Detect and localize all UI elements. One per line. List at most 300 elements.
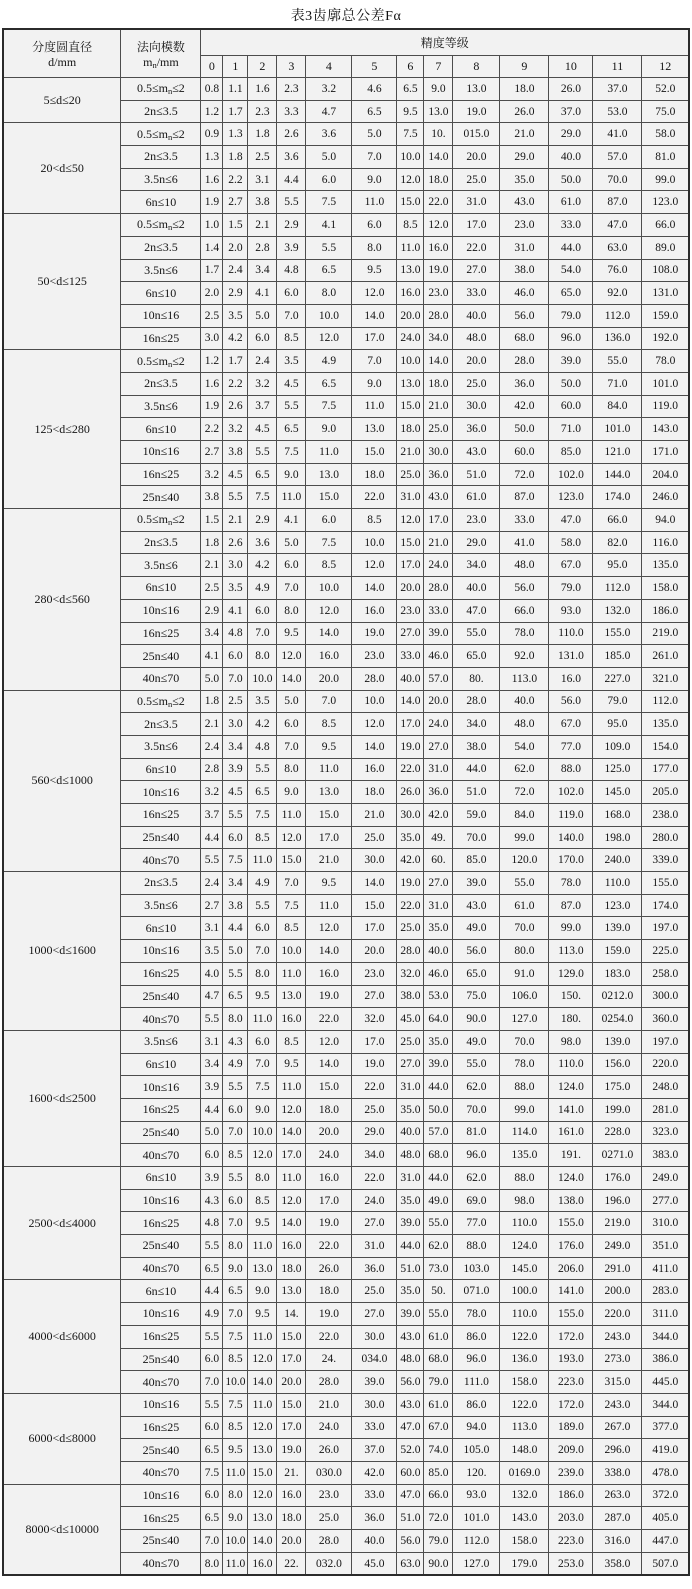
- tolerance-value-cell: 154.0: [642, 735, 689, 758]
- tolerance-value-cell: 132.0: [593, 599, 642, 622]
- tolerance-value-cell: 22.: [277, 1552, 306, 1575]
- tolerance-value-cell: 7.5: [223, 1393, 248, 1416]
- tolerance-value-cell: 96.0: [453, 1144, 500, 1167]
- tolerance-value-cell: 17.0: [397, 554, 424, 577]
- tolerance-value-cell: 14.0: [424, 146, 453, 169]
- tolerance-value-cell: 3.4: [248, 259, 277, 282]
- tolerance-value-cell: 3.9: [201, 1167, 223, 1190]
- tolerance-value-cell: 5.0: [248, 304, 277, 327]
- tolerance-value-cell: 0254.0: [593, 1008, 642, 1031]
- tolerance-value-cell: 6.5: [277, 418, 306, 441]
- tolerance-value-cell: 4.9: [306, 350, 352, 373]
- tolerance-value-cell: 20.0: [306, 667, 352, 690]
- tolerance-value-cell: 21.0: [306, 1393, 352, 1416]
- tolerance-value-cell: 6.5: [223, 985, 248, 1008]
- tolerance-value-cell: 7.5: [223, 1325, 248, 1348]
- tolerance-value-cell: 24.0: [306, 1144, 352, 1167]
- tolerance-value-cell: 150.: [549, 985, 593, 1008]
- tolerance-value-cell: 2.6: [223, 395, 248, 418]
- module-range-cell: 25n≤40: [121, 645, 201, 668]
- tolerance-value-cell: 3.0: [223, 713, 248, 736]
- tolerance-value-cell: 27.0: [352, 1303, 397, 1326]
- tolerance-value-cell: 36.0: [352, 1507, 397, 1530]
- tolerance-value-cell: 186.0: [549, 1484, 593, 1507]
- tolerance-value-cell: 43.0: [500, 191, 549, 214]
- tolerance-value-cell: 6.0: [223, 645, 248, 668]
- tolerance-value-cell: 70.0: [453, 1098, 500, 1121]
- tolerance-value-cell: 3.4: [223, 735, 248, 758]
- tolerance-value-cell: 191.: [549, 1144, 593, 1167]
- tolerance-value-cell: 23.0: [352, 962, 397, 985]
- tolerance-value-cell: 29.0: [549, 123, 593, 146]
- tolerance-value-cell: 8.5: [306, 554, 352, 577]
- table-row: [3, 214, 689, 237]
- module-range-cell: 3.5n≤6: [121, 168, 201, 191]
- table-header: [3, 29, 689, 78]
- tolerance-value-cell: 36.0: [424, 463, 453, 486]
- tolerance-value-cell: 5.5: [223, 1076, 248, 1099]
- tolerance-value-cell: 28.0: [500, 350, 549, 373]
- tolerance-value-cell: 7.0: [201, 1371, 223, 1394]
- grade-column-header: 9: [500, 56, 549, 78]
- module-range-cell: 3.5n≤6: [121, 735, 201, 758]
- tolerance-value-cell: 13.0: [277, 985, 306, 1008]
- tolerance-value-cell: 22.0: [424, 191, 453, 214]
- tolerance-value-cell: 6.0: [248, 1030, 277, 1053]
- tolerance-value-cell: 48.0: [453, 327, 500, 350]
- tolerance-value-cell: 35.0: [424, 917, 453, 940]
- module-range-cell: 2n≤3.5: [121, 872, 201, 895]
- tolerance-value-cell: 16.0: [306, 962, 352, 985]
- module-range-cell: 6n≤10: [121, 1280, 201, 1303]
- tolerance-value-cell: 123.0: [642, 191, 689, 214]
- tolerance-value-cell: 12.0: [248, 1144, 277, 1167]
- tolerance-value-cell: 3.0: [201, 327, 223, 350]
- tolerance-value-cell: 177.0: [642, 758, 689, 781]
- tolerance-value-cell: 50.0: [424, 1098, 453, 1121]
- tolerance-value-cell: 124.0: [549, 1167, 593, 1190]
- tolerance-value-cell: 86.0: [453, 1325, 500, 1348]
- tolerance-value-cell: 22.0: [306, 1008, 352, 1031]
- tolerance-value-cell: 323.0: [642, 1121, 689, 1144]
- tolerance-value-cell: 4.7: [306, 100, 352, 123]
- module-range-cell: 40n≤70: [121, 667, 201, 690]
- tolerance-value-cell: 112.0: [642, 690, 689, 713]
- tolerance-value-cell: 10.0: [248, 667, 277, 690]
- module-range-cell: 2n≤3.5: [121, 531, 201, 554]
- diameter-range-cell: 5≤d≤20: [3, 78, 121, 123]
- tolerance-value-cell: 100.0: [500, 1280, 549, 1303]
- tolerance-value-cell: 1.3: [201, 146, 223, 169]
- tolerance-value-cell: 112.0: [593, 577, 642, 600]
- tolerance-value-cell: 16.0: [248, 1552, 277, 1575]
- tolerance-value-cell: 25.0: [306, 1507, 352, 1530]
- tolerance-value-cell: 15.0: [352, 894, 397, 917]
- tolerance-value-cell: 3.6: [277, 146, 306, 169]
- tolerance-value-cell: 87.0: [593, 191, 642, 214]
- tolerance-value-cell: 33.0: [549, 214, 593, 237]
- tolerance-value-cell: 6.0: [201, 1416, 223, 1439]
- tolerance-value-cell: 64.0: [424, 1008, 453, 1031]
- tolerance-value-cell: 291.0: [593, 1257, 642, 1280]
- tolerance-value-cell: 85.0: [549, 441, 593, 464]
- tolerance-value-cell: 143.0: [500, 1507, 549, 1530]
- tolerance-value-cell: 46.0: [500, 282, 549, 305]
- tolerance-value-cell: 101.0: [593, 418, 642, 441]
- tolerance-value-cell: 15.0: [397, 191, 424, 214]
- tolerance-value-cell: 25.0: [352, 826, 397, 849]
- tolerance-value-cell: 69.0: [453, 1189, 500, 1212]
- tolerance-value-cell: 93.0: [549, 599, 593, 622]
- tolerance-value-cell: 11.0: [277, 804, 306, 827]
- tolerance-value-cell: 46.0: [424, 645, 453, 668]
- header-diameter-line2: d/mm: [48, 54, 77, 69]
- tolerance-value-cell: 45.0: [352, 1552, 397, 1575]
- tolerance-value-cell: 28.0: [352, 667, 397, 690]
- tolerance-value-cell: 12.0: [277, 826, 306, 849]
- tolerance-value-cell: 22.0: [453, 236, 500, 259]
- tolerance-value-cell: 7.5: [306, 395, 352, 418]
- tolerance-value-cell: 19.0: [306, 1212, 352, 1235]
- tolerance-value-cell: 6.5: [397, 78, 424, 101]
- tolerance-value-cell: 7.0: [223, 667, 248, 690]
- tolerance-value-cell: 5.5: [248, 441, 277, 464]
- tolerance-value-cell: 7.5: [306, 191, 352, 214]
- tolerance-value-cell: 70.0: [500, 1030, 549, 1053]
- tolerance-value-cell: 44.0: [424, 1076, 453, 1099]
- tolerance-value-cell: 29.0: [500, 146, 549, 169]
- tolerance-value-cell: 220.0: [642, 1053, 689, 1076]
- tolerance-value-cell: 20.0: [277, 1371, 306, 1394]
- tolerance-value-cell: 41.0: [593, 123, 642, 146]
- tolerance-value-cell: 44.0: [549, 236, 593, 259]
- tolerance-value-cell: 35.0: [397, 1280, 424, 1303]
- tolerance-value-cell: 129.0: [549, 962, 593, 985]
- tolerance-value-cell: 31.0: [500, 236, 549, 259]
- tolerance-value-cell: 20.0: [424, 690, 453, 713]
- module-range-cell: 3.5n≤6: [121, 395, 201, 418]
- tolerance-value-cell: 19.0: [352, 622, 397, 645]
- module-range-cell: 10n≤16: [121, 1484, 201, 1507]
- tolerance-value-cell: 51.0: [397, 1257, 424, 1280]
- tolerance-value-cell: 223.0: [549, 1371, 593, 1394]
- tolerance-value-cell: 205.0: [642, 781, 689, 804]
- tolerance-value-cell: 55.0: [500, 872, 549, 895]
- tolerance-value-cell: 3.9: [223, 758, 248, 781]
- tolerance-value-cell: 7.5: [248, 804, 277, 827]
- tolerance-value-cell: 15.0: [306, 1076, 352, 1099]
- grade-column-header: 0: [201, 56, 223, 78]
- tolerance-value-cell: 108.0: [642, 259, 689, 282]
- tolerance-value-cell: 3.9: [277, 236, 306, 259]
- tolerance-value-cell: 315.0: [593, 1371, 642, 1394]
- tolerance-value-cell: 6.0: [201, 1144, 223, 1167]
- tolerance-value-cell: 16.0: [306, 1167, 352, 1190]
- module-range-cell: 10n≤16: [121, 599, 201, 622]
- tolerance-value-cell: 11.0: [248, 1235, 277, 1258]
- module-range-cell: $0.5\le m_n\le 2$: [121, 509, 201, 532]
- tolerance-value-cell: 3.0: [223, 554, 248, 577]
- tolerance-value-cell: 2.7: [201, 894, 223, 917]
- tolerance-value-cell: 76.0: [593, 259, 642, 282]
- module-range-cell: $0.5\le m_n\le 2$: [121, 350, 201, 373]
- tolerance-value-cell: 73.0: [424, 1257, 453, 1280]
- tolerance-value-cell: 50.0: [549, 168, 593, 191]
- tolerance-value-cell: 5.5: [201, 1008, 223, 1031]
- tolerance-value-cell: 24.0: [306, 1416, 352, 1439]
- tolerance-value-cell: 62.0: [424, 1235, 453, 1258]
- tolerance-value-cell: 44.0: [453, 758, 500, 781]
- tolerance-value-cell: 16.0: [397, 282, 424, 305]
- tolerance-value-cell: 5.5: [277, 395, 306, 418]
- tolerance-value-cell: 62.0: [453, 1167, 500, 1190]
- tolerance-value-cell: 96.0: [549, 327, 593, 350]
- tolerance-value-cell: 206.0: [549, 1257, 593, 1280]
- tolerance-value-cell: 12.0: [352, 282, 397, 305]
- tolerance-value-cell: 139.0: [593, 917, 642, 940]
- tolerance-value-cell: 26.0: [549, 78, 593, 101]
- tolerance-value-cell: 15.0: [397, 531, 424, 554]
- tolerance-value-cell: 2.8: [248, 236, 277, 259]
- tolerance-value-cell: 12.0: [306, 1030, 352, 1053]
- grade-column-header: 10: [549, 56, 593, 78]
- tolerance-value-cell: 6.5: [223, 1280, 248, 1303]
- tolerance-value-cell: 36.0: [352, 1257, 397, 1280]
- module-range-cell: 16n≤25: [121, 463, 201, 486]
- tolerance-value-cell: 253.0: [549, 1552, 593, 1575]
- module-range-cell: 25n≤40: [121, 1439, 201, 1462]
- table-row: [3, 872, 689, 895]
- tolerance-value-cell: 3.2: [306, 78, 352, 101]
- tolerance-value-cell: 7.0: [201, 1530, 223, 1553]
- tolerance-value-cell: 135.0: [500, 1144, 549, 1167]
- tolerance-value-cell: 2.2: [201, 418, 223, 441]
- tolerance-value-cell: 3.4: [201, 1053, 223, 1076]
- tolerance-value-cell: 4.1: [277, 509, 306, 532]
- tolerance-value-cell: 0212.0: [593, 985, 642, 1008]
- tolerance-value-cell: 25.0: [453, 372, 500, 395]
- tolerance-value-cell: 19.0: [424, 259, 453, 282]
- tolerance-value-cell: 22.0: [352, 1167, 397, 1190]
- tolerance-value-cell: 6.5: [201, 1257, 223, 1280]
- tolerance-value-cell: 2.6: [277, 123, 306, 146]
- tolerance-value-cell: 131.0: [549, 645, 593, 668]
- header-module-line1: 法向模数: [136, 39, 185, 54]
- tolerance-value-cell: 5.0: [223, 940, 248, 963]
- tolerance-value-cell: 8.5: [277, 1030, 306, 1053]
- tolerance-value-cell: 96.0: [453, 1348, 500, 1371]
- tolerance-value-cell: 2.0: [201, 282, 223, 305]
- module-range-cell: 6n≤10: [121, 917, 201, 940]
- tolerance-value-cell: 114.0: [500, 1121, 549, 1144]
- tolerance-value-cell: 7.0: [277, 304, 306, 327]
- tolerance-value-cell: 79.0: [549, 304, 593, 327]
- tolerance-value-cell: 1.2: [201, 350, 223, 373]
- tolerance-value-cell: 9.0: [223, 1257, 248, 1280]
- tolerance-value-cell: 17.0: [397, 713, 424, 736]
- tolerance-value-cell: 95.0: [593, 713, 642, 736]
- tolerance-value-cell: 18.0: [500, 78, 549, 101]
- tolerance-value-cell: 140.0: [549, 826, 593, 849]
- tolerance-value-cell: 143.0: [642, 418, 689, 441]
- tolerance-value-cell: 15.0: [277, 1325, 306, 1348]
- tolerance-value-cell: 77.0: [549, 735, 593, 758]
- tolerance-value-cell: 1.5: [201, 509, 223, 532]
- tolerance-value-cell: 14.0: [424, 350, 453, 373]
- tolerance-value-cell: 22.0: [306, 1325, 352, 1348]
- tolerance-value-cell: 82.0: [593, 531, 642, 554]
- tolerance-value-cell: 43.0: [424, 486, 453, 509]
- tolerance-value-cell: 7.0: [277, 735, 306, 758]
- tolerance-value-cell: 22.0: [306, 1235, 352, 1258]
- tolerance-value-cell: 20.0: [397, 304, 424, 327]
- tolerance-value-cell: 243.0: [593, 1393, 642, 1416]
- tolerance-value-cell: 14.0: [277, 667, 306, 690]
- diameter-range-cell: 280<d≤560: [3, 509, 121, 691]
- tolerance-value-cell: 67.0: [549, 554, 593, 577]
- tolerance-value-cell: 9.0: [277, 463, 306, 486]
- tolerance-value-cell: 351.0: [642, 1235, 689, 1258]
- tolerance-value-cell: 4.8: [248, 735, 277, 758]
- tolerance-value-cell: 66.0: [642, 214, 689, 237]
- tolerance-value-cell: 14.0: [306, 1053, 352, 1076]
- tolerance-value-cell: 116.0: [642, 531, 689, 554]
- tolerance-value-cell: 1.7: [223, 350, 248, 373]
- tolerance-value-cell: 20.0: [453, 350, 500, 373]
- tolerance-value-cell: 26.0: [306, 1439, 352, 1462]
- tolerance-value-cell: 3.2: [201, 463, 223, 486]
- tolerance-value-cell: 20.0: [397, 577, 424, 600]
- tolerance-value-cell: 14.0: [397, 690, 424, 713]
- tolerance-value-cell: 57.0: [424, 667, 453, 690]
- tolerance-value-cell: 6.5: [201, 1507, 223, 1530]
- tolerance-value-cell: 4.9: [248, 872, 277, 895]
- tolerance-value-cell: 27.0: [424, 735, 453, 758]
- tolerance-value-cell: 219.0: [642, 622, 689, 645]
- tolerance-value-cell: 39.0: [397, 1212, 424, 1235]
- tolerance-value-cell: 49.0: [453, 1030, 500, 1053]
- tolerance-value-cell: 372.0: [642, 1484, 689, 1507]
- tolerance-value-cell: 2.7: [223, 191, 248, 214]
- tolerance-value-cell: 11.0: [352, 395, 397, 418]
- tolerance-value-cell: 136.0: [500, 1348, 549, 1371]
- module-range-cell: 16n≤25: [121, 622, 201, 645]
- tolerance-value-cell: 30.0: [453, 395, 500, 418]
- table-row: [3, 690, 689, 713]
- tolerance-value-cell: 25.0: [397, 917, 424, 940]
- module-range-cell: 10n≤16: [121, 781, 201, 804]
- tolerance-value-cell: 49.: [424, 826, 453, 849]
- grade-column-header: 1: [223, 56, 248, 78]
- tolerance-value-cell: 92.0: [500, 645, 549, 668]
- tolerance-value-cell: 4.0: [201, 962, 223, 985]
- tolerance-value-cell: 15.0: [277, 1393, 306, 1416]
- tolerance-value-cell: 159.0: [642, 304, 689, 327]
- tolerance-value-cell: 55.0: [593, 350, 642, 373]
- tolerance-value-cell: 78.0: [642, 350, 689, 373]
- module-range-cell: 40n≤70: [121, 1144, 201, 1167]
- tolerance-value-cell: 42.0: [397, 849, 424, 872]
- module-range-cell: 3.5n≤6: [121, 554, 201, 577]
- tolerance-value-cell: 1.2: [201, 100, 223, 123]
- tolerance-value-cell: 39.0: [549, 350, 593, 373]
- tolerance-value-cell: 93.0: [453, 1484, 500, 1507]
- tolerance-value-cell: 99.0: [500, 826, 549, 849]
- tolerance-value-cell: 70.0: [453, 826, 500, 849]
- tolerance-value-cell: 112.0: [453, 1530, 500, 1553]
- tolerance-value-cell: 13.0: [453, 78, 500, 101]
- tolerance-value-cell: 56.0: [397, 1530, 424, 1553]
- tolerance-value-cell: 7.0: [277, 577, 306, 600]
- tolerance-value-cell: 79.0: [549, 577, 593, 600]
- tolerance-value-cell: 75.0: [642, 100, 689, 123]
- tolerance-value-cell: 70.0: [593, 168, 642, 191]
- tolerance-value-cell: 46.0: [424, 962, 453, 985]
- tolerance-value-cell: 12.0: [277, 1098, 306, 1121]
- tolerance-value-cell: 2.2: [223, 372, 248, 395]
- tolerance-value-cell: 7.5: [277, 441, 306, 464]
- tolerance-value-cell: 106.0: [500, 985, 549, 1008]
- tolerance-value-cell: 47.0: [549, 509, 593, 532]
- tolerance-value-cell: 88.0: [500, 1076, 549, 1099]
- tolerance-value-cell: 87.0: [549, 894, 593, 917]
- tolerance-value-cell: 405.0: [642, 1507, 689, 1530]
- tolerance-value-cell: 58.0: [549, 531, 593, 554]
- tolerance-value-cell: 127.0: [453, 1552, 500, 1575]
- tolerance-value-cell: 179.0: [500, 1552, 549, 1575]
- tolerance-value-cell: 31.0: [424, 894, 453, 917]
- tolerance-value-cell: 26.0: [306, 1257, 352, 1280]
- tolerance-value-cell: 18.0: [306, 1098, 352, 1121]
- tolerance-value-cell: 56.0: [500, 304, 549, 327]
- tolerance-value-cell: 11.0: [248, 849, 277, 872]
- tolerance-value-cell: 68.0: [500, 327, 549, 350]
- grade-column-header: 3: [277, 56, 306, 78]
- tolerance-value-cell: 204.0: [642, 463, 689, 486]
- tolerance-value-cell: 119.0: [642, 395, 689, 418]
- tolerance-value-cell: 34.0: [352, 1144, 397, 1167]
- tolerance-value-cell: 55.0: [453, 622, 500, 645]
- tolerance-value-cell: 19.0: [306, 985, 352, 1008]
- tolerance-value-cell: 112.0: [593, 304, 642, 327]
- tolerance-value-cell: 3.8: [201, 486, 223, 509]
- tolerance-value-cell: 11.0: [397, 236, 424, 259]
- tolerance-value-cell: 4.8: [223, 622, 248, 645]
- tolerance-value-cell: 172.0: [549, 1393, 593, 1416]
- tolerance-value-cell: 48.0: [500, 713, 549, 736]
- tolerance-value-cell: 8.5: [397, 214, 424, 237]
- tolerance-value-cell: 12.0: [248, 1484, 277, 1507]
- tolerance-value-cell: 192.0: [642, 327, 689, 350]
- tolerance-value-cell: 12.0: [352, 713, 397, 736]
- tolerance-value-cell: 273.0: [593, 1348, 642, 1371]
- tolerance-value-cell: 95.0: [593, 554, 642, 577]
- tolerance-value-cell: 9.0: [277, 781, 306, 804]
- tolerance-value-cell: 8.5: [223, 1416, 248, 1439]
- tolerance-value-cell: 11.0: [248, 1393, 277, 1416]
- tolerance-value-cell: 4.8: [277, 259, 306, 282]
- tolerance-value-cell: 4.5: [223, 781, 248, 804]
- tolerance-value-cell: 3.8: [223, 894, 248, 917]
- tolerance-value-cell: 11.0: [277, 1076, 306, 1099]
- tolerance-value-cell: 5.0: [201, 1121, 223, 1144]
- tolerance-value-cell: 6.0: [306, 168, 352, 191]
- module-range-cell: $0.5\le m_n\le 2$: [121, 690, 201, 713]
- tolerance-value-cell: 015.0: [453, 123, 500, 146]
- tolerance-value-cell: 7.0: [277, 872, 306, 895]
- header-module: [121, 29, 201, 78]
- tolerance-value-cell: 5.5: [223, 486, 248, 509]
